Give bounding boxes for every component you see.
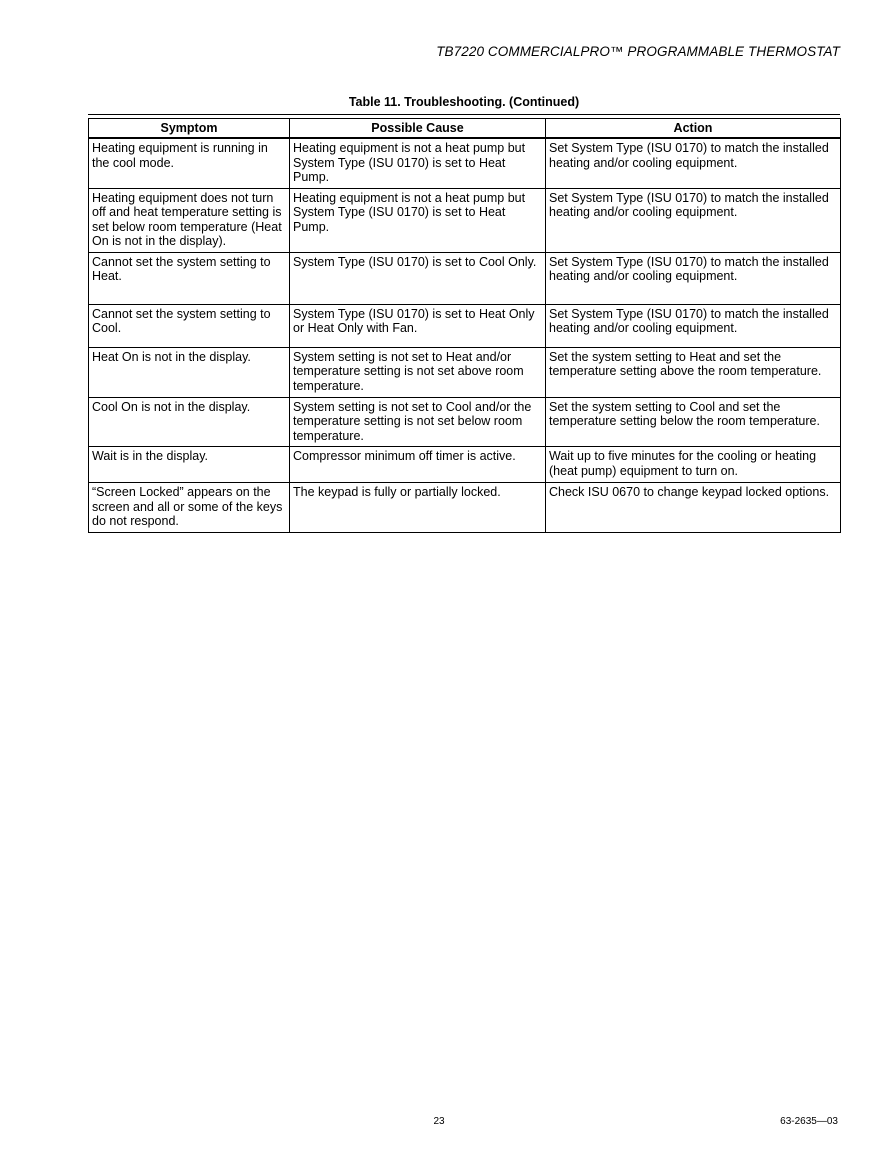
symptom-cell: Heat On is not in the display. [89,347,290,397]
action-cell: Set the system setting to Cool and set the temperature setting below the room temperature. [546,397,841,447]
table-row [89,397,841,447]
cause-cell: System Type (ISU 0170) is set to Cool Only. [290,252,546,304]
cause-cell: The keypad is fully or partially locked. [290,483,546,533]
column-header-symptom: Symptom [89,119,290,139]
symptom-cell: Heating equipment does not turn off and heat temperature setting is set below room temperature (Heat On is not in the display). [89,188,290,252]
column-header-action: Action [546,119,841,139]
document-number: 63-2635—03 [780,1116,838,1127]
page-number: 23 [433,1116,445,1127]
symptom-cell: Cannot set the system setting to Cool. [89,304,290,347]
symptom-cell: Cool On is not in the display. [89,397,290,447]
table-caption: Table 11. Troubleshooting. (Continued) [348,95,580,109]
cause-cell: Compressor minimum off timer is active. [290,447,546,483]
cause-cell: System Type (ISU 0170) is set to Heat Only or Heat Only with Fan. [290,304,546,347]
cause-cell: Heating equipment is not a heat pump but System Type (ISU 0170) is set to Heat Pump. [290,188,546,252]
action-cell: Set System Type (ISU 0170) to match the installed heating and/or cooling equipment. [546,304,841,347]
table-header-row [89,119,841,139]
running-header: TB7220 COMMERCIALPRO™ PROGRAMMABLE THERMOSTAT [436,44,840,59]
table-row [89,188,841,252]
symptom-cell: Wait is in the display. [89,447,290,483]
action-cell: Check ISU 0670 to change keypad locked options. [546,483,841,533]
action-cell: Set System Type (ISU 0170) to match the installed heating and/or cooling equipment. [546,138,841,188]
action-cell: Wait up to five minutes for the cooling or heating (heat pump) equipment to turn on. [546,447,841,483]
action-cell: Set System Type (ISU 0170) to match the installed heating and/or cooling equipment. [546,188,841,252]
action-cell: Set the system setting to Heat and set the temperature setting above the room temperature. [546,347,841,397]
action-cell: Set System Type (ISU 0170) to match the installed heating and/or cooling equipment. [546,252,841,304]
table-row [89,138,841,188]
troubleshooting-table-wrapper [88,114,840,533]
table-row [89,483,841,533]
table-row [89,252,841,304]
column-header-possible-cause: Possible Cause [290,119,546,139]
cause-cell: System setting is not set to Heat and/or temperature setting is not set above room temperature. [290,347,546,397]
table-row [89,304,841,347]
table-row [89,447,841,483]
symptom-cell: Cannot set the system setting to Heat. [89,252,290,304]
symptom-cell: Heating equipment is running in the cool mode. [89,138,290,188]
troubleshooting-table [88,118,841,533]
cause-cell: Heating equipment is not a heat pump but System Type (ISU 0170) is set to Heat Pump. [290,138,546,188]
table-row [89,347,841,397]
symptom-cell: “Screen Locked” appears on the screen and all or some of the keys do not respond. [89,483,290,533]
cause-cell: System setting is not set to Cool and/or the temperature setting is not set below room temperature. [290,397,546,447]
